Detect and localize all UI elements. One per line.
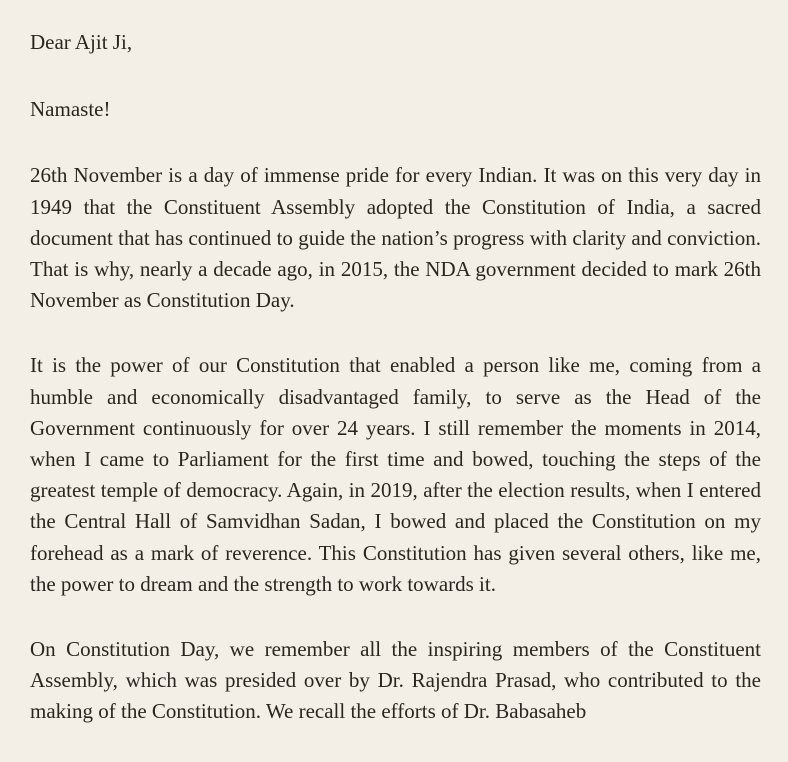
letter-body (30, 27, 761, 762)
paragraph-power-of-constitution: It is the power of our Constitution that enabled a person like me, coming from a humble and economically disadvantaged family, to serve as the Head of the Government continuously for over 24 years. I still remember the moments in 2014, when I came to Parliament for the first time and bowed, touching the steps of the greatest temple of democracy. Again, in 2019, after the election results, when I entered the Central Hall of Samvidhan Sadan, I bowed and placed the Constitution on my forehead as a mark of reverence. This Constitution has given several others, like me, the power to dream and the strength to work towards it. (30, 353, 761, 596)
greeting: Namaste! (30, 97, 111, 122)
paragraph-constituent-assembly: On Constitution Day, we remember all the inspiring members of the Constituent Assembly, which was presided over by Dr. Rajendra Prasad, who contributed to the making of the Constitution. We recall the efforts of Dr. Babasaheb (30, 637, 761, 724)
paragraph-constitution-day: 26th November is a day of immense pride for every Indian. It was on this very day in 1949 that the Constituent Assembly adopted the Constitution of India, a sacred document that has continued to guide the nation’s progress with clarity and conviction. That is why, nearly a decade ago, in 2015, the NDA government decided to mark 26th November as Constitution Day. (30, 163, 761, 313)
salutation: Dear Ajit Ji, (30, 30, 133, 54)
